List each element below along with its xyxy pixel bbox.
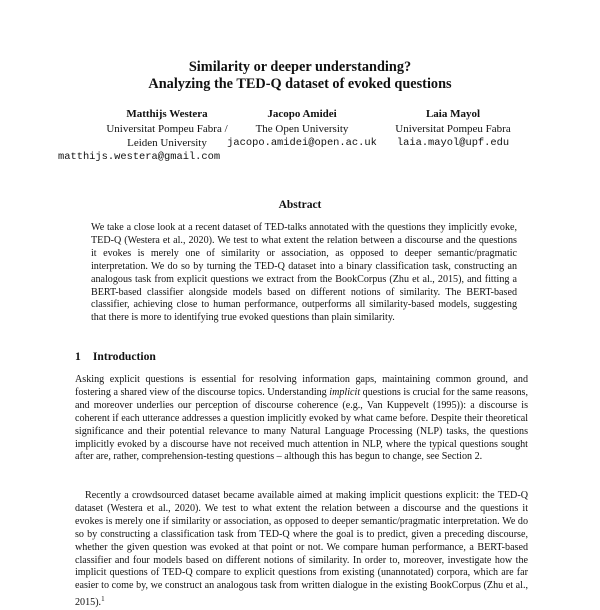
author-name: Jacopo Amidei xyxy=(267,108,337,120)
section-heading xyxy=(75,350,156,363)
abstract-text: We take a close look at a recent dataset of TED-talks annotated with the questions they implicitly evoke, TED-Q (Westera et al., 2020). We test to what extent the relation between a discourse and the questions it evokes is merely one of similarity or association, as opposed to deeper semantic/pragmatic interpretation. We do so by turning the TED-Q dataset into a binary classification task, constructing an analogous task from explicit questions we extract from the BookCorpus (Zhu et al., 2015), and fitting a BERT-based classifier alongside models based on different notions of similarity. The BERT-based classifier, achieving close to human performance, outperforms all similarity-based models, suggesting that there is more to identifying true evoked questions than plain similarity. xyxy=(91,222,517,324)
author-name: Laia Mayol xyxy=(425,108,481,120)
title-line-2: Analyzing the TED-Q dataset of evoked questions xyxy=(148,76,452,92)
author-affiliation: Universitat Pompeu Fabra / xyxy=(106,122,228,135)
author-affiliation: The Open University xyxy=(255,122,349,135)
abstract-heading: Abstract xyxy=(278,199,322,211)
section-number: 1 xyxy=(75,350,81,363)
paragraph xyxy=(75,374,528,464)
emphasis-text: implicit xyxy=(329,386,361,398)
author-block xyxy=(222,107,382,151)
paragraph-text: Asking explicit questions is essential for resolving information gaps, maintaining common ground, and fostering a shared view of the discourse topics. Understanding xyxy=(75,374,528,398)
paragraph-text: Recently a crowdsourced dataset became available aimed at making implicit questions explicit: the TED-Q dataset (Westera et al., 2020). We test to what extent the relation between a discourse and the questions it evokes is merely one if similarity or association, as opposed to deeper semantic/pragmatic interpretation. We do so by constructing a classification task from TED-Q where the goal is to predict, given a preceding discourse, whether the given question was evoked at that point or not. We compare human performance, a BERT-based classifier and four models based on different notions of similarity. In order to, moreover, investigate how the implicit questions of TED-Q compare to explicit questions from existing (unannotated) corpora, which are far easier to come by, we construct an analogous task from written dialogue in the existing BookCorpus (Zhu et al., 2015). xyxy=(75,490,528,609)
paper-title xyxy=(0,59,600,93)
author-email[interactable]: matthijs.westera@gmail.com xyxy=(58,151,221,163)
paragraph xyxy=(75,490,528,610)
author-affiliation: Leiden University xyxy=(127,137,207,149)
paragraph-text: questions is crucial for the same reasons, and moreover underlies our perception of discourse coherence (e.g., Van Kuppevelt (1995)): a discourse is coherent if each utterance addresses a question implicitly evoked by what came before. Despite their theoretical significance and their potential relevance to many Natural Language Processing (NLP) tasks, the questions implicitly evoked by a discourse have not received much attention in NLP, where the typical questions sought after are, rather, comprehension-testing questions – although this has begun to change, see Section 2. xyxy=(75,386,528,463)
author-email[interactable]: laia.mayol@upf.edu xyxy=(396,137,510,149)
author-name: Matthijs Westera xyxy=(126,108,208,120)
author-email[interactable]: jacopo.amidei@open.ac.uk xyxy=(227,137,377,149)
author-block xyxy=(386,107,520,151)
author-affiliation: Universitat Pompeu Fabra xyxy=(395,122,511,135)
footnote-marker[interactable]: 1 xyxy=(101,595,105,604)
section-title: Introduction xyxy=(92,350,156,363)
title-line-1: Similarity or deeper understanding? xyxy=(188,59,412,75)
